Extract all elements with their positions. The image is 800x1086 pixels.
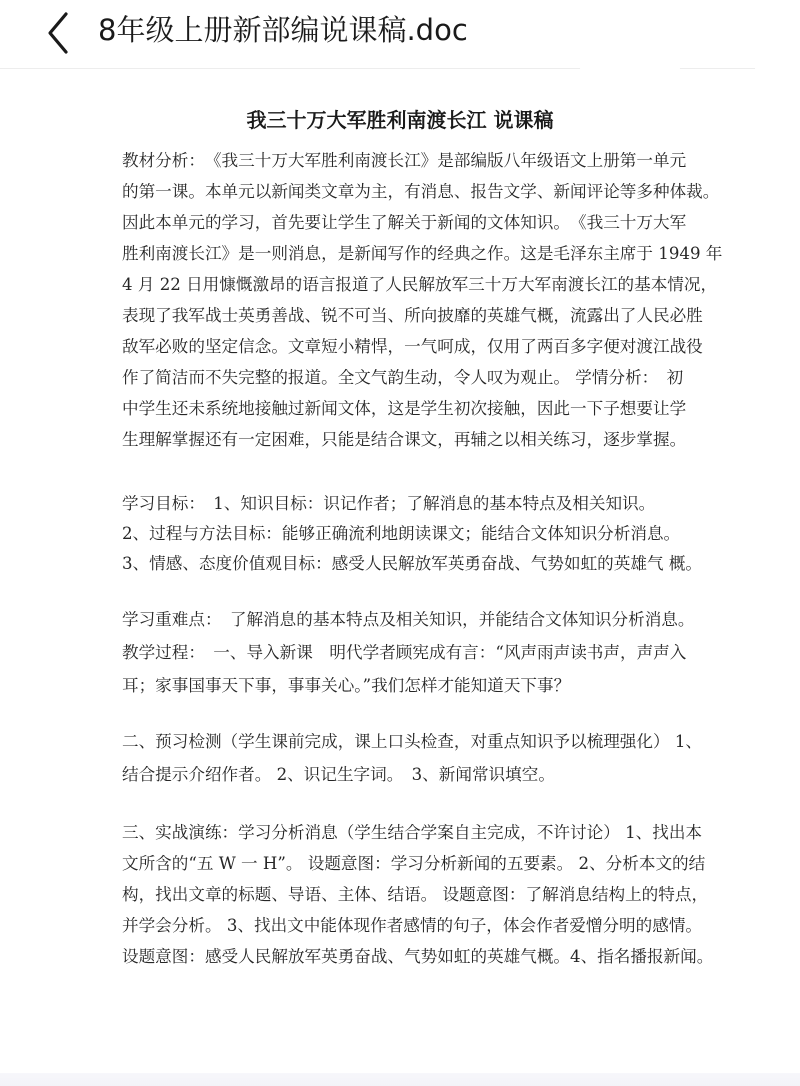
text-line: 4 月 22 日用慷慨激昂的语言报道了人民解放军三十万大军南渡长江的基本情况，: [122, 275, 718, 294]
chevron-left-icon: [38, 6, 78, 56]
text-line: 耳；家事国事天下事，事事关心。”我们怎样才能知道天下事？: [122, 676, 571, 695]
text-line: 3、情感、态度价值观目标：感受人民解放军英勇奋战、气势如虹的英雄气 概。: [122, 554, 703, 573]
text-line: 学习重难点： 了解消息的基本特点及相关知识，并能结合文体知识分析消息。: [122, 610, 695, 629]
bottom-toolbar-edge: [0, 1073, 800, 1086]
text-line: 三、实战演练：学习分析消息（学生结合学案自主完成，不许讨论） 1、找出本: [122, 823, 703, 842]
text-line: 表现了我军战士英勇善战、锐不可当、所向披靡的英雄气概，流露出了人民必胜: [122, 306, 703, 325]
text-line: 文所含的“五 W 一 H”。 设题意图：学习分析新闻的五要素。 2、分析本文的结: [122, 854, 706, 873]
section-practice: [122, 817, 714, 972]
text-line: 胜利南渡长江》是一则消息，是新闻写作的经典之作。这是毛泽东主席于 1949 年: [122, 244, 723, 263]
text-line: 因此本单元的学习，首先要让学生了解关于新闻的文体知识。 《我三十万大军: [122, 213, 687, 232]
text-line: 教学过程： 一、导入新课 明代学者顾宪成有言：“风声雨声读书声，声声入: [122, 643, 687, 662]
section-material-analysis: [122, 145, 723, 455]
text-line: 并学会分析。 3、找出文中能体现作者感情的句子，体会作者爱憎分明的感情。: [122, 916, 703, 935]
back-button[interactable]: [38, 6, 78, 56]
section-preview-check: [122, 725, 703, 791]
text-line: 构，找出文章的标题、导语、主体、结语。 设题意图：了解消息结构上的特点，: [122, 885, 709, 904]
top-navigation-bar: [0, 0, 800, 69]
text-line: 敌军必败的坚定信念。文章短小精悍，一气呵成，仅用了两百多字便对渡江战役: [122, 337, 703, 356]
text-line: 结合提示介绍作者。 2、识记生字词。 3、新闻常识填空。: [122, 765, 555, 784]
text-line: 设题意图：感受人民解放军英勇奋战、气势如虹的英雄气概。4、指名播报新闻。: [122, 947, 714, 966]
text-line: 的第一课。本单元以新闻类文章为主，有消息、报告文学、新闻评论等多种体裁。: [122, 182, 720, 201]
text-line: 学习目标： 1、知识目标：识记作者；了解消息的基本特点及相关知识。: [122, 494, 656, 513]
text-line: 二、预习检测（学生课前完成，课上口头检查，对重点知识予以梳理强化） 1、: [122, 732, 703, 751]
text-line: 2、过程与方法目标：能够正确流利地朗读课文；能结合文体知识分析消息。: [122, 524, 681, 543]
section-key-points: [122, 603, 695, 702]
document-heading: 我三十万大军胜利南渡长江 说课稿: [246, 108, 554, 132]
text-line: 教材分析： 《我三十万大军胜利南渡长江》是部编版八年级语文上册第一单元: [122, 151, 687, 170]
section-learning-goals: [122, 489, 703, 579]
document-title: 8年级上册新部编说课稿.doc: [98, 13, 468, 47]
text-line: 中学生还未系统地接触过新闻文体，这是学生初次接触，因此一下子想要让学: [122, 399, 687, 418]
text-line: 作了简洁而不失完整的报道。全文气韵生动，令人叹为观止。 学情分析： 初: [122, 368, 684, 387]
text-line: 生理解掌握还有一定困难，只能是结合课文，再辅之以相关练习，逐步掌握。: [122, 430, 687, 449]
